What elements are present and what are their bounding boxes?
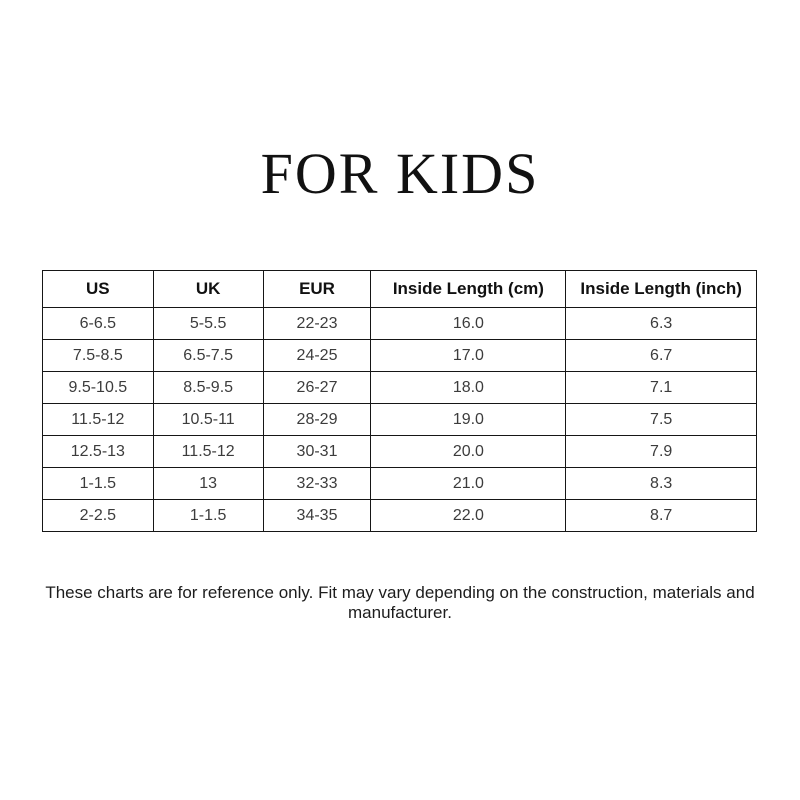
table-cell: 22-23 (263, 308, 371, 340)
table-cell: 22.0 (371, 500, 566, 532)
table-cell: 24-25 (263, 340, 371, 372)
table-cell: 8.3 (566, 468, 757, 500)
table-cell: 20.0 (371, 436, 566, 468)
table-cell: 7.5-8.5 (43, 340, 154, 372)
table-row (43, 500, 757, 532)
table-cell: 8.5-9.5 (153, 372, 263, 404)
column-header: UK (153, 271, 263, 308)
table-cell: 9.5-10.5 (43, 372, 154, 404)
table-row (43, 372, 757, 404)
header-row (43, 271, 757, 308)
table-cell: 10.5-11 (153, 404, 263, 436)
table-cell: 5-5.5 (153, 308, 263, 340)
table-cell: 21.0 (371, 468, 566, 500)
table-cell: 12.5-13 (43, 436, 154, 468)
table-cell: 17.0 (371, 340, 566, 372)
table-row (43, 404, 757, 436)
table-cell: 13 (153, 468, 263, 500)
table-cell: 11.5-12 (43, 404, 154, 436)
table-cell: 7.5 (566, 404, 757, 436)
table-cell: 19.0 (371, 404, 566, 436)
table-cell: 7.1 (566, 372, 757, 404)
table-cell: 16.0 (371, 308, 566, 340)
size-table-header (43, 271, 757, 308)
column-header: Inside Length (cm) (371, 271, 566, 308)
table-cell: 1-1.5 (153, 500, 263, 532)
table-cell: 26-27 (263, 372, 371, 404)
table-cell: 7.9 (566, 436, 757, 468)
table-cell: 28-29 (263, 404, 371, 436)
table-cell: 8.7 (566, 500, 757, 532)
table-cell: 32-33 (263, 468, 371, 500)
table-row (43, 468, 757, 500)
table-row (43, 436, 757, 468)
table-cell: 34-35 (263, 500, 371, 532)
column-header: US (43, 271, 154, 308)
table-cell: 6-6.5 (43, 308, 154, 340)
table-cell: 6.7 (566, 340, 757, 372)
column-header: Inside Length (inch) (566, 271, 757, 308)
size-conversion-table (42, 270, 757, 532)
table-cell: 6.3 (566, 308, 757, 340)
table-row (43, 308, 757, 340)
table-cell: 2-2.5 (43, 500, 154, 532)
table-cell: 1-1.5 (43, 468, 154, 500)
table-cell: 30-31 (263, 436, 371, 468)
table-row (43, 340, 757, 372)
page-title: FOR KIDS (260, 141, 540, 206)
table-cell: 11.5-12 (153, 436, 263, 468)
table-cell: 18.0 (371, 372, 566, 404)
table-cell: 6.5-7.5 (153, 340, 263, 372)
size-table-body (43, 308, 757, 532)
disclaimer-text: These charts are for reference only. Fit may vary depending on the construction, materials and manufacturer. (45, 583, 755, 623)
column-header: EUR (263, 271, 371, 308)
